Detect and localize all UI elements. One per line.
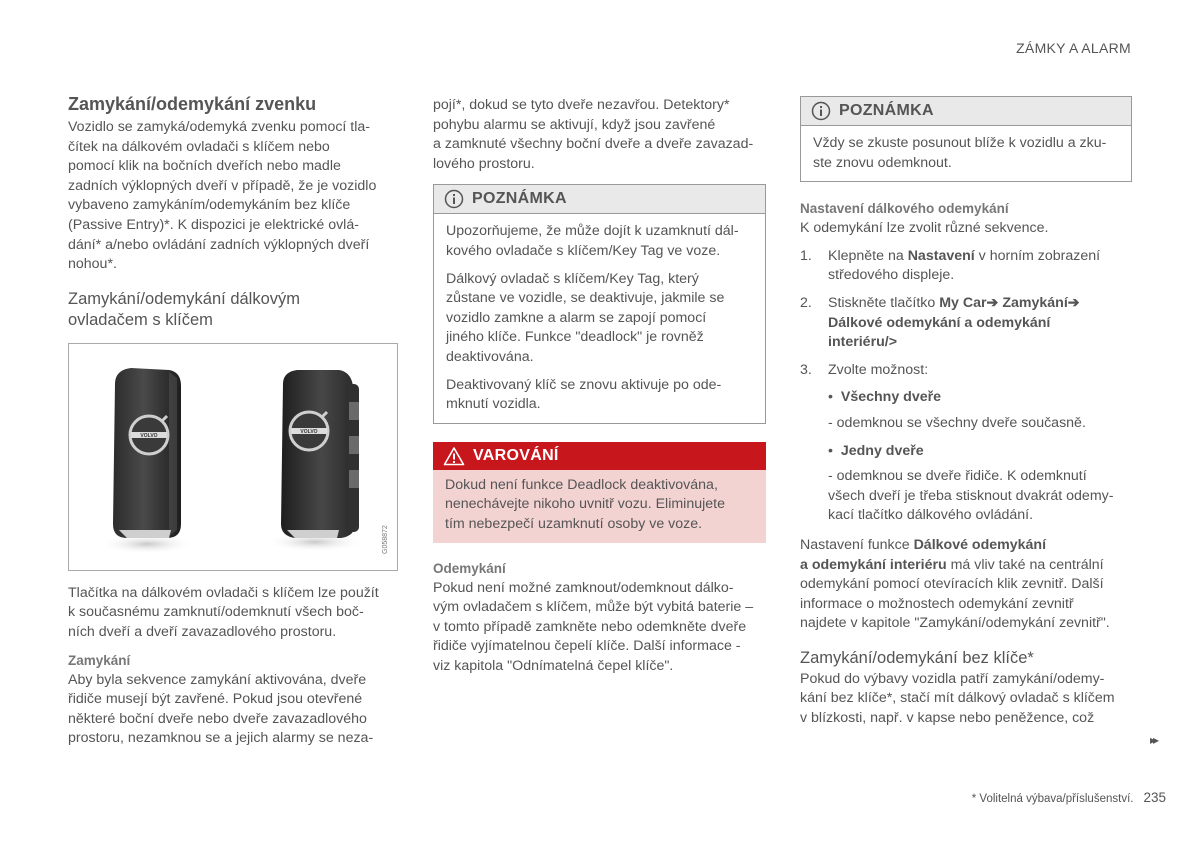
note-body bbox=[801, 126, 1131, 181]
option-one-door: • Jedny dveře - odemknou se dveře řidiče. K odemknutí všech dveří je třeba stisknout dvakrát odemy- kací tlačítko dálkového ovládání. bbox=[828, 442, 1114, 524]
heading-unlocking: Odemykání bbox=[433, 560, 506, 576]
continue-arrows-icon: ▸▸ bbox=[1150, 733, 1157, 747]
page-number: 235 bbox=[1143, 790, 1166, 805]
note-title: POZNÁMKA bbox=[472, 190, 567, 208]
note-paragraph-1: Upozorňujeme, že může dojít k uzamknutí dál- kového ovladače s klíčem/Key Tag ve voze. bbox=[446, 223, 739, 259]
info-icon bbox=[811, 101, 831, 121]
info-icon bbox=[444, 189, 464, 209]
note-box-deadlock bbox=[433, 184, 766, 423]
heading-remote-unlock-settings: Nastavení dálkového odemykání bbox=[800, 201, 1009, 217]
arrow-right-icon: ➔ bbox=[1067, 294, 1080, 311]
volvo-logo-right: VOLVO bbox=[300, 428, 318, 435]
heading-locking: Zamykání bbox=[68, 652, 131, 668]
note-title: POZNÁMKA bbox=[839, 102, 934, 119]
page-footer bbox=[972, 790, 1166, 805]
keyless-paragraph: Pokud do výbavy vozidla patří zamykání/odemy- kání bez klíče*, stačí mít dálkový ovladač s klíčem v blízkosti, např. v kapse nebo peněžence, což bbox=[800, 670, 1115, 727]
key-fob-left bbox=[99, 368, 195, 554]
column-2 bbox=[433, 96, 766, 676]
key-fob-illustration bbox=[69, 344, 397, 570]
figure-code: G058872 bbox=[382, 524, 389, 554]
note-body bbox=[434, 214, 765, 422]
locking-paragraph-continued: pojí*, dokud se tyto dveře nezavřou. Detektory* pohybu alarmu se aktivují, když jsou zavřené a zamknuté všechny boční dveře a dveře zavazad- lového prostoru. bbox=[433, 97, 754, 172]
key-fob-right bbox=[265, 370, 365, 552]
warning-box bbox=[433, 442, 766, 543]
bullet-icon: • bbox=[828, 389, 833, 406]
step-1: 1. Klepněte na Nastavení v horním zobrazení středového displeje. bbox=[800, 247, 1101, 284]
column-3 bbox=[800, 96, 1132, 729]
unlocking-paragraph: Pokud není možné zamknout/odemknout dálko- vým ovladačem s klíčem, může být vybitá baterie – v tomto případě zamkněte nebo odemkněte dveře řidiče vyjímatelnou čepelí klíče. Další informace - viz kapitola "Odnímatelná čepel klíče". bbox=[433, 579, 754, 674]
volvo-logo-left: VOLVO bbox=[140, 432, 158, 439]
note-paragraph: Vždy se zkuste posunout blíže k vozidlu a zku- ste znovu odemknout. bbox=[813, 135, 1107, 171]
warning-header bbox=[433, 442, 766, 470]
footnote: * Volitelná výbava/příslušenství. bbox=[971, 793, 1134, 805]
step-3: 3. Zvolte možnost: bbox=[800, 361, 929, 378]
note-box-approach bbox=[800, 96, 1132, 182]
section-header: ZÁMKY A ALARM bbox=[1016, 40, 1131, 56]
warning-text: Dokud není funkce Deadlock deaktivována, nenechávejte nikoho uvnitř vozu. Eliminujete tím nebezpečí uzamknutí osoby ve voze. bbox=[445, 476, 725, 532]
setting-paragraph: Nastavení funkce Dálkové odemykání a odemykání interiéru má vliv také na centrální odemykání pomocí otevíracích klik zevnitř. Další informace o možnostech odemykání zevnitř najdete v kapitole "Zamykání/odemykání zevnitř". bbox=[800, 536, 1110, 632]
heading-keyless: Zamykání/odemykání bez klíče* bbox=[800, 648, 1034, 667]
remote-intro: K odemykání lze zvolit různé sekvence. bbox=[800, 220, 1049, 237]
note-header bbox=[434, 185, 765, 214]
warning-body bbox=[433, 470, 766, 543]
column-1 bbox=[68, 93, 398, 749]
intro-paragraph: Vozidlo se zamyká/odemyká zvenku pomocí tla- čítek na dálkovém ovladači s klíčem nebo pomocí klik na bočních dveřích nebo madle zadních výklopných dveří v případě, že je vozidlo vybaveno zamykáním/odemykáním bez klíče (Passive Entry)*. K dispozici je elektrické ovlá- dání* a/nebo ovládání zadních výklopných dveří nohou*. bbox=[68, 119, 377, 273]
warning-triangle-icon bbox=[443, 446, 465, 466]
warning-title: VAROVÁNÍ bbox=[473, 446, 559, 464]
note-paragraph-2: Dálkový ovladač s klíčem/Key Tag, který zůstane ve vozidle, se deaktivuje, jakmile se vozidlo zamkne a alarm se zapojí pomocí jiného klíče. Funkce "deadlock" je rovněž deaktivována. bbox=[446, 270, 725, 365]
arrow-right-icon: ➔ bbox=[986, 294, 999, 311]
heading-external-locking: Zamykání/odemykání zvenku bbox=[68, 94, 317, 114]
figure-caption: Tlačítka na dálkovém ovladači s klíčem lze použít k současnému zamknutí/odemknutí všech boč- ních dveří a dveří zavazadlového prostoru. bbox=[68, 584, 379, 640]
option-all-doors: • Všechny dveře - odemknou se všechny dveře současně. bbox=[828, 389, 1086, 431]
note-paragraph-3: Deaktivovaný klíč se znovu aktivuje po ode- mknutí vozidla. bbox=[446, 376, 722, 413]
note-header bbox=[801, 97, 1131, 126]
key-fob-figure bbox=[68, 343, 398, 571]
heading-remote-key: Zamykání/odemykání dálkovým ovladačem s klíčem bbox=[68, 289, 301, 329]
bullet-icon: • bbox=[828, 442, 833, 459]
step-2: 2. Stiskněte tlačítko My Car➔ Zamykání➔ Dálkové odemykání a odemykání interiéru/> bbox=[800, 294, 1080, 351]
locking-paragraph: Aby byla sekvence zamykání aktivována, dveře řidiče musejí být zavřené. Pokud jsou otevřené některé boční dveře nebo dveře zavazadlového prostoru, nezamknou se a jejich alarmy se neza- bbox=[68, 671, 374, 747]
